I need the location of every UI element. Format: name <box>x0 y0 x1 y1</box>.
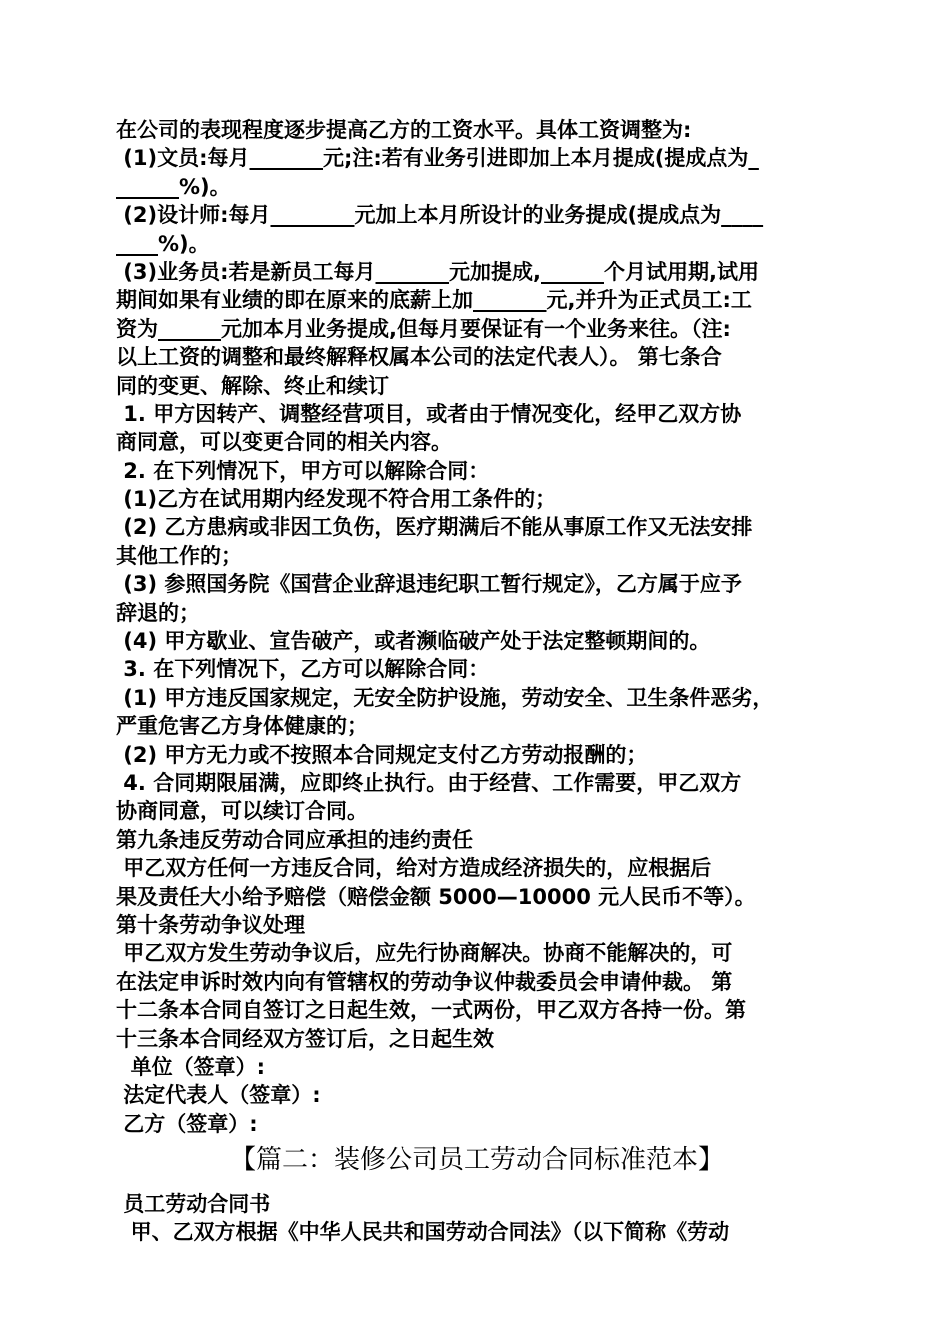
text-line: 在法定申诉时效内向有管辖权的劳动争议仲裁委员会申请仲裁。 第 <box>116 969 733 994</box>
text-line: 十二条本合同自签订之日起生效，一式两份，甲乙双方各持一份。第 <box>116 998 746 1023</box>
text-line: (3)业务员:若是新员工每月_______元加提成,______个月试用期,试用 <box>116 259 759 284</box>
text-line: 严重危害乙方身体健康的； <box>116 714 368 739</box>
section-title: 【篇二：装修公司员工劳动合同标准范本】 <box>229 1145 724 1176</box>
text-line: 甲乙双方任何一方违反合同，给对方造成经济损失的，应根据后 <box>116 856 712 881</box>
contract-text-part2 <box>116 1190 838 1247</box>
text-line: ____%)。 <box>116 231 210 256</box>
text-line: 资为______元加本月业务提成,但每月要保证有一个业务来往。（注: <box>116 316 731 341</box>
text-line: (1)文员:每月_______元;注:若有业务引进即加上本月提成(提成点为_ <box>116 146 759 171</box>
text-line: 2. 在下列情况下，甲方可以解除合同： <box>116 458 490 483</box>
text-line: (2) 乙方患病或非因工负伤，医疗期满后不能从事原工作又无法安排 <box>116 515 753 540</box>
text-line: 果及责任大小给予赔偿（赔偿金额 5000—10000 元人民币不等）。 <box>116 884 756 909</box>
text-line: 十三条本合同经双方签订后，之日起生效 <box>116 1026 494 1051</box>
text-line: 第十条劳动争议处理 <box>116 912 305 937</box>
text-line: (4) 甲方歇业、宣告破产，或者濒临破产处于法定整顿期间的。 <box>116 629 711 654</box>
text-line: 协商同意，可以续订合同。 <box>116 799 368 824</box>
text-line: ______%)。 <box>116 174 231 199</box>
text-line: 法定代表人（签章）: <box>116 1083 321 1108</box>
text-line: (1)乙方在试用期内经发现不符合用工条件的； <box>116 487 557 512</box>
document-body <box>116 116 838 1247</box>
text-line: (2)设计师:每月________元加上本月所设计的业务提成(提成点为____ <box>116 203 764 228</box>
text-line: 期间如果有业绩的即在原来的底薪上加_______元,并升为正式员工:工 <box>116 288 752 313</box>
text-line: 4. 合同期限届满，应即终止执行。由于经营、工作需要，甲乙双方 <box>116 770 742 795</box>
text-line: 员工劳动合同书 <box>116 1192 271 1217</box>
text-line: 其他工作的； <box>116 543 242 568</box>
text-line: 甲乙双方发生劳动争议后，应先行协商解决。协商不能解决的，可 <box>116 941 733 966</box>
text-line: 第九条违反劳动合同应承担的违约责任 <box>116 827 473 852</box>
text-line: 1. 甲方因转产、调整经营项目，或者由于情况变化，经甲乙双方协 <box>116 401 742 426</box>
contract-text-part1 <box>116 116 838 1138</box>
text-line: 单位（签章）: <box>116 1054 266 1079</box>
text-line: 以上工资的调整和最终解释权属本公司的法定代表人）。 第七条合 <box>116 345 722 370</box>
text-line: 同的变更、解除、终止和续订 <box>116 373 389 398</box>
text-line: 甲、乙双方根据《中华人民共和国劳动合同法》（以下简称《劳动 <box>116 1220 730 1245</box>
text-line: 在公司的表现程度逐步提高乙方的工资水平。具体工资调整为: <box>116 118 692 142</box>
text-line: 商同意，可以变更合同的相关内容。 <box>116 430 452 455</box>
text-line: (3) 参照国务院《国营企业辞退违纪职工暂行规定》，乙方属于应予 <box>116 572 742 597</box>
text-line: (1) 甲方违反国家规定，无安全防护设施，劳动安全、卫生条件恶劣， <box>116 685 774 710</box>
text-line: 3. 在下列情况下，乙方可以解除合同： <box>116 657 490 682</box>
text-line: 辞退的； <box>116 600 200 625</box>
text-line: 乙方（签章）: <box>116 1111 258 1136</box>
text-line: (2) 甲方无力或不按照本合同规定支付乙方劳动报酬的； <box>116 742 648 767</box>
